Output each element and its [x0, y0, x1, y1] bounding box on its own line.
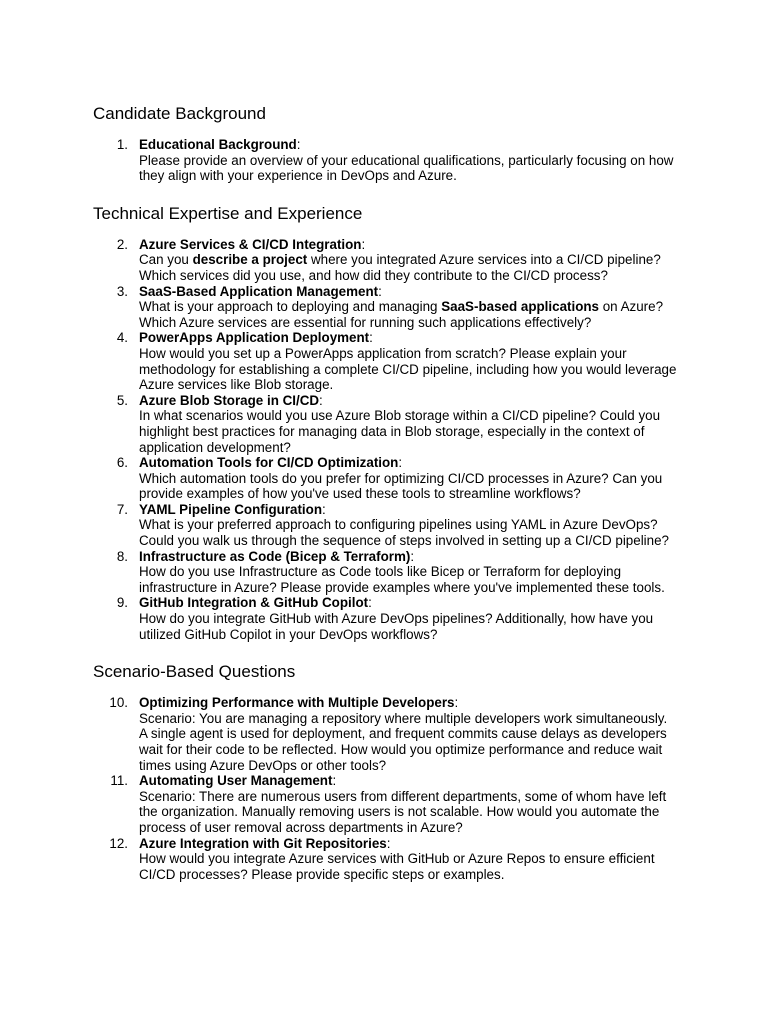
question-title: Automating User Management — [139, 773, 333, 789]
question-number: 12. — [109, 835, 128, 851]
question-number: 2. — [116, 236, 128, 252]
question-text: How do you integrate GitHub with Azure DevOps pipelines? Additionally, how have you utilized GitHub Copilot in your DevOps workflows? — [139, 611, 654, 642]
question-title: Educational Background — [139, 137, 297, 152]
question-text: Scenario: You are managing a repository where multiple developers work simultaneously. A single agent is used for deployment, and frequent commits cause delays as developers wait for their code to be reflected. How would you optimize performance and reduce wait times using Azure DevOps or other tools? — [139, 710, 668, 773]
section-heading: Scenario-Based Questions — [93, 662, 296, 682]
question-title: GitHub Integration & GitHub Copilot — [139, 595, 369, 611]
question-title: SaaS-Based Application Management — [139, 283, 379, 299]
question-text: Which automation tools do you prefer for optimizing CI/CD processes in Azure? Can you provide examples of how you've used these tools to streamline workflows? — [139, 470, 663, 502]
question-title-colon: : — [398, 455, 403, 471]
question-body — [139, 851, 678, 882]
question-title-colon: : — [378, 283, 382, 299]
section-heading: Candidate Background — [93, 104, 266, 123]
question-item — [93, 393, 678, 455]
question-number: 6. — [116, 455, 128, 471]
question-title: Optimizing Performance with Multiple Developers — [139, 695, 455, 711]
question-body — [139, 346, 678, 393]
question-text: How would you set up a PowerApps application from scratch? Please explain your methodology for establishing a complete CI/CD pipeline, including how you would leverage Azure services like Blob storage. — [139, 345, 677, 393]
question-title-colon: : — [361, 236, 366, 252]
question-item — [93, 836, 678, 883]
section-technical-expertise — [93, 204, 678, 642]
question-title: Azure Blob Storage in CI/CD — [139, 392, 320, 408]
question-title: Azure Integration with Git Repositories — [139, 835, 387, 851]
question-title-colon: : — [296, 137, 301, 152]
question-title-colon: : — [454, 695, 459, 711]
question-item — [93, 284, 678, 331]
question-text: Please provide an overview of your educational qualifications, particularly focusing on how they align with your experience in DevOps and Azure. — [139, 152, 674, 184]
question-title-colon: : — [386, 835, 391, 851]
question-number: 10. — [109, 695, 128, 711]
question-title-colon: : — [332, 773, 337, 789]
question-title-colon: : — [319, 392, 323, 408]
question-number: 3. — [116, 283, 128, 299]
question-item — [93, 502, 678, 549]
question-title: Azure Services & CI/CD Integration — [139, 236, 362, 252]
question-title-colon: : — [368, 595, 372, 611]
question-number: 1. — [116, 137, 128, 152]
question-text: How do you use Infrastructure as Code tools like Bicep or Terraform for deploying infrastructure in Azure? Please provide examples where you've implemented these tools. — [139, 564, 665, 595]
question-body — [139, 153, 678, 184]
question-item — [93, 455, 678, 502]
section-heading: Technical Expertise and Experience — [93, 203, 363, 223]
question-text: What is your approach to deploying and managing — [139, 299, 442, 315]
question-text-bold: describe a project — [192, 252, 308, 268]
question-item — [93, 237, 678, 284]
question-body — [139, 252, 678, 283]
question-body — [139, 611, 678, 642]
question-item — [93, 137, 678, 184]
question-number: 9. — [116, 595, 128, 611]
question-number: 7. — [116, 501, 128, 517]
question-body — [139, 711, 678, 773]
question-text: Can you — [139, 252, 193, 268]
question-title-colon: : — [322, 501, 326, 517]
question-number: 5. — [116, 392, 128, 408]
section-scenario-based — [93, 662, 678, 882]
question-number: 4. — [116, 330, 128, 346]
question-text: Scenario: There are numerous users from different departments, some of whom have left the organization. Manually removing users is not scalable. How would you automate the process of user removal across departments in Azure? — [139, 788, 667, 835]
section-candidate-background — [93, 104, 678, 184]
question-text: on Azure? Which Azure services are essential for running such applications effectively? — [139, 299, 664, 330]
question-text-bold: SaaS-based applications — [441, 299, 599, 315]
question-text: What is your preferred approach to configuring pipelines using YAML in Azure DevOps? Could you walk us through the sequence of steps involved in setting up a CI/CD pipeline? — [139, 517, 669, 549]
question-item — [93, 773, 678, 835]
question-item — [93, 595, 678, 642]
question-item — [93, 330, 678, 392]
question-item — [93, 695, 678, 773]
question-title: YAML Pipeline Configuration — [139, 501, 323, 517]
question-list — [93, 237, 678, 642]
question-title-colon: : — [369, 330, 373, 346]
question-body — [139, 299, 678, 330]
question-body — [139, 408, 678, 455]
question-text: where you integrated Azure services into a CI/CD pipeline? Which services did you use, and how did they contribute to the CI/CD process? — [139, 252, 661, 283]
question-text: In what scenarios would you use Azure Blob storage within a CI/CD pipeline? Could you highlight best practices for managing data in Blob storage, especially in the context of application development? — [139, 408, 661, 455]
question-number: 11. — [110, 773, 128, 789]
question-body — [139, 471, 678, 502]
question-number: 8. — [116, 548, 128, 564]
question-list — [93, 137, 678, 184]
question-body — [139, 564, 678, 595]
question-title: PowerApps Application Deployment — [139, 330, 370, 346]
question-item — [93, 549, 678, 596]
question-title: Infrastructure as Code (Bicep & Terraform) — [139, 548, 411, 564]
question-body — [139, 517, 678, 548]
question-list — [93, 695, 678, 882]
question-text: How would you integrate Azure services with GitHub or Azure Repos to ensure efficient CI/CD processes? Please provide specific steps or examples. — [139, 851, 655, 882]
question-title: Automation Tools for CI/CD Optimization — [139, 455, 399, 471]
question-title-colon: : — [410, 548, 415, 564]
question-body — [139, 789, 678, 836]
